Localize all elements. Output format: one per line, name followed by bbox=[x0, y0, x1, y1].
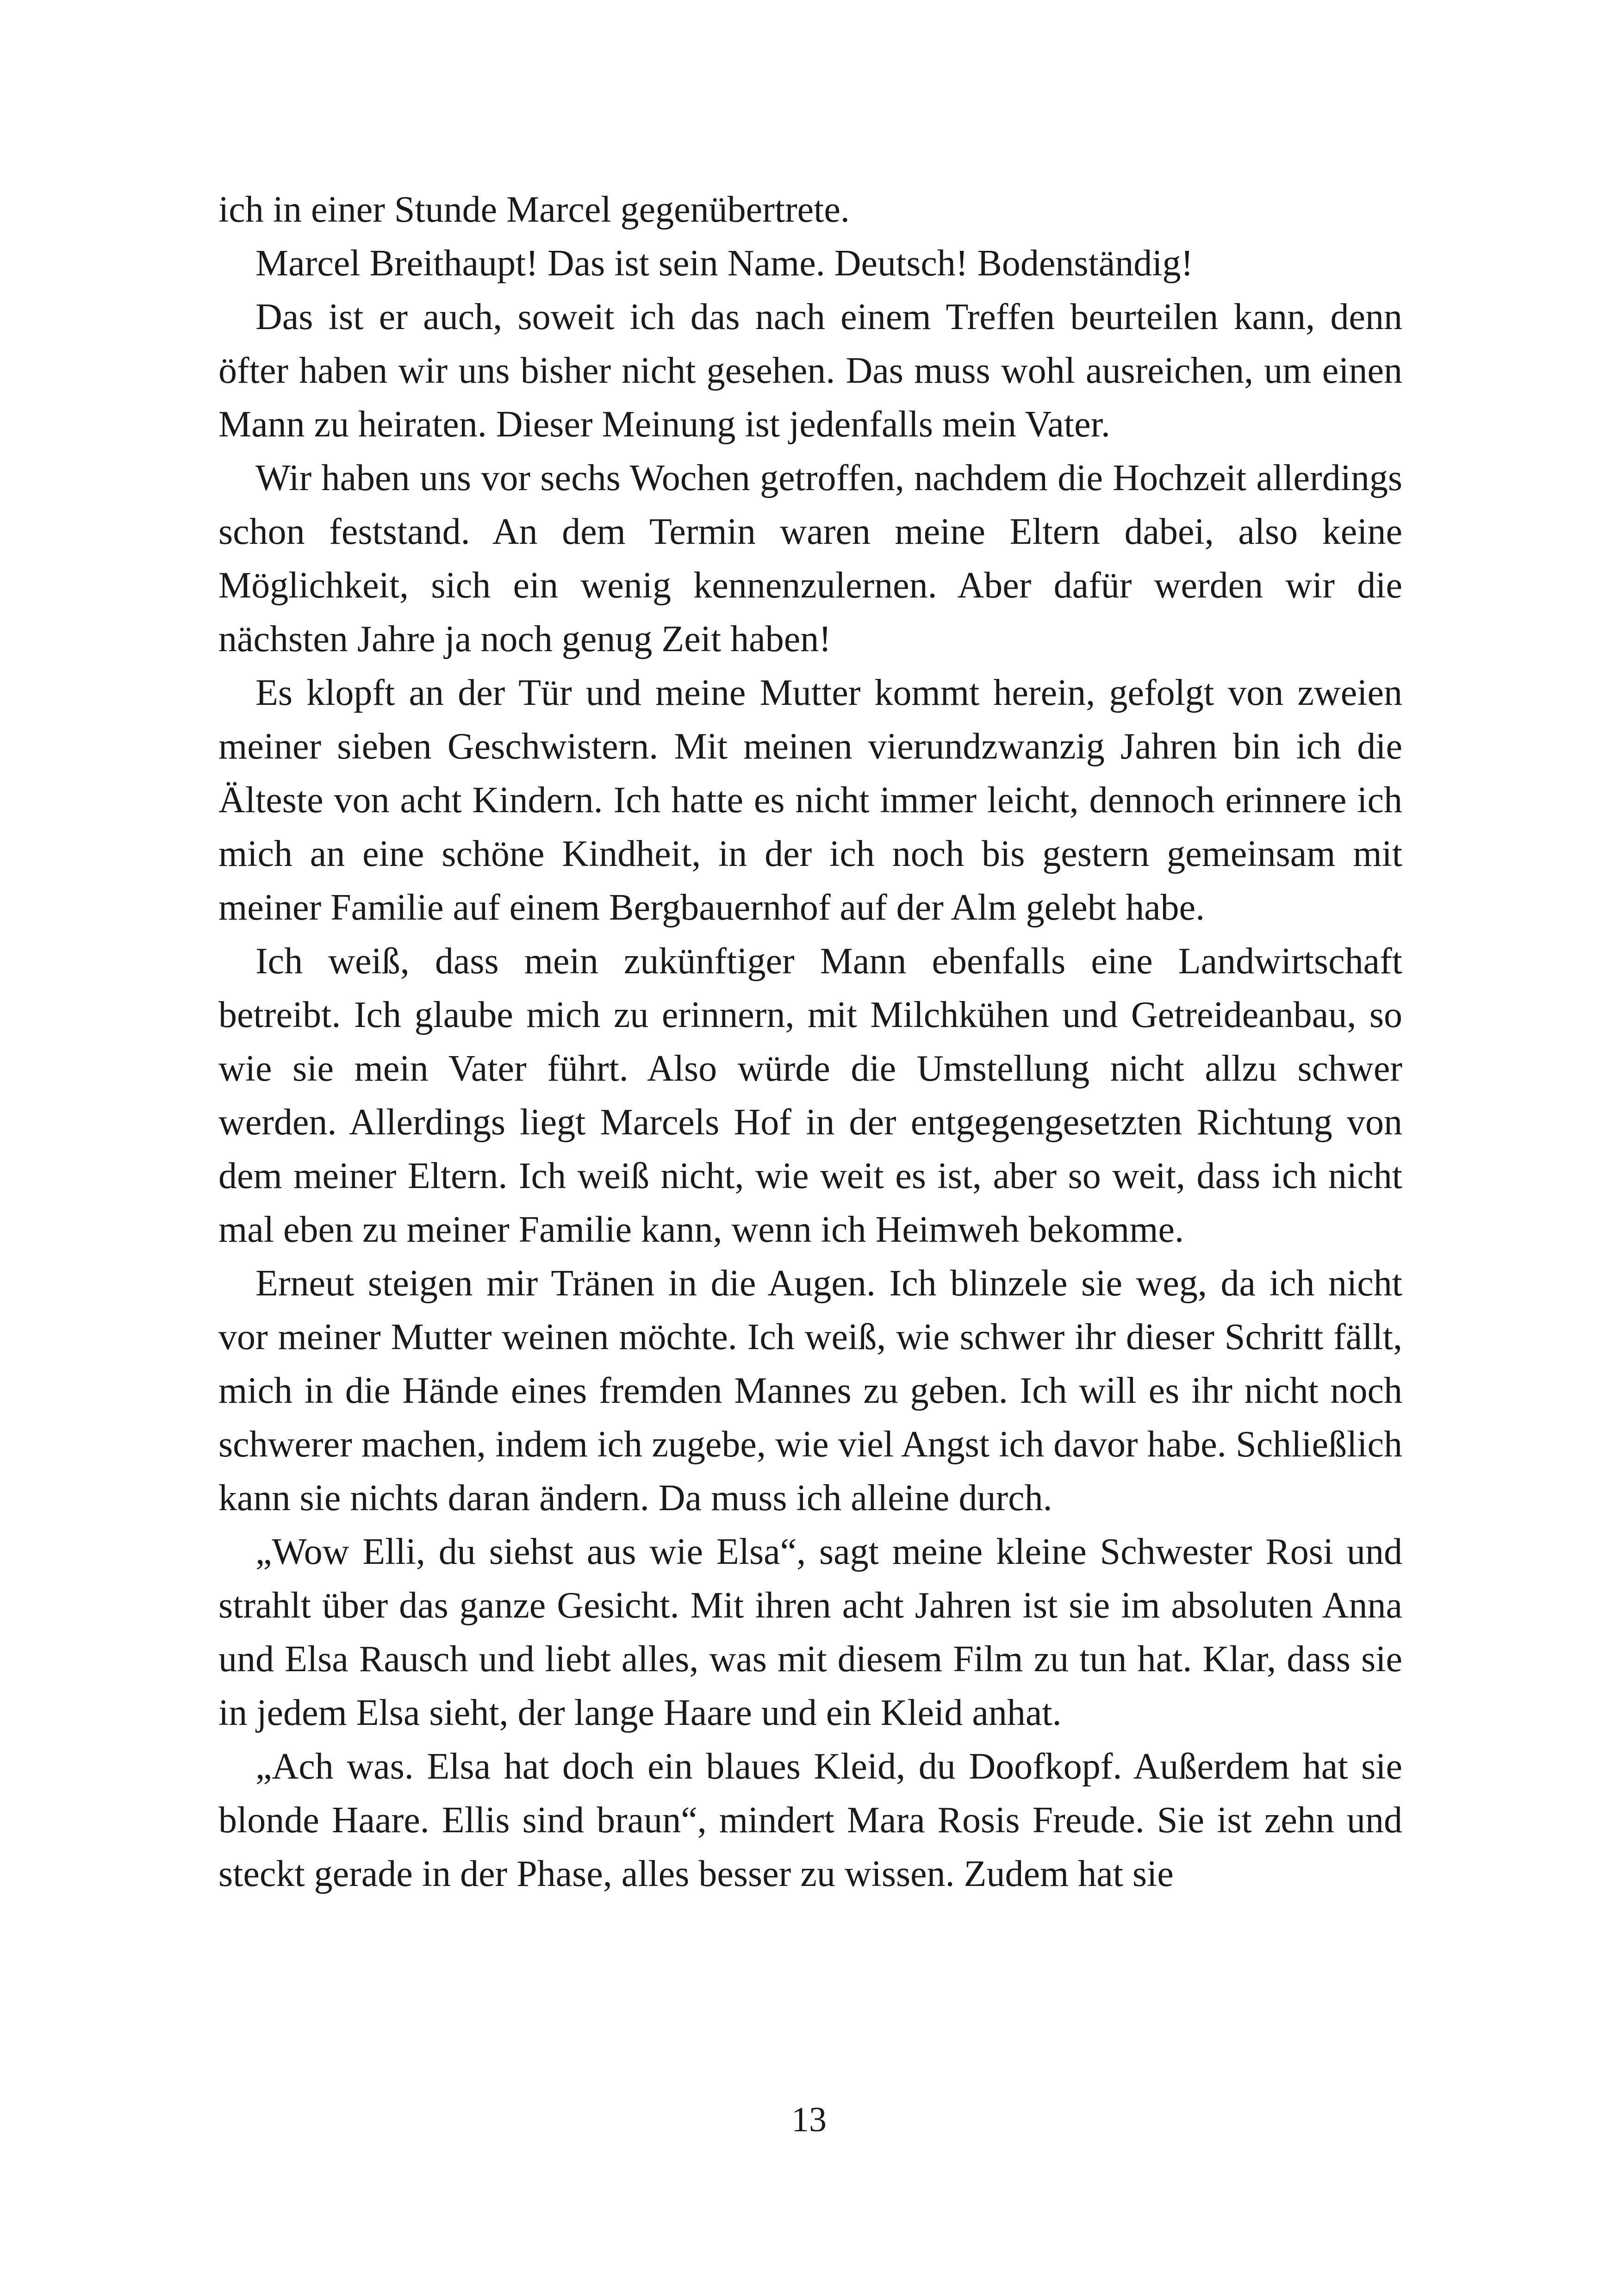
page-number: 13 bbox=[791, 2100, 827, 2139]
paragraph: Das ist er auch, soweit ich das nach einem Treffen beurteilen kann, denn öfter haben wir uns bisher nicht gesehen. Das muss wohl ausreichen, um einen Mann zu heiraten. Dieser Meinung ist jedenfalls mein Vater. bbox=[218, 297, 1402, 445]
paragraph: Ich weiß, dass mein zukünftiger Mann ebenfalls eine Landwirtschaft betreibt. Ich glaube mich zu erinnern, mit Milchkühen und Getreideanbau, so wie sie mein Vater führt. Also würde die Umstellung nicht allzu schwer werden. Allerdings liegt Marcels Hof in der entgegengesetzten Richtung von dem meiner Eltern. Ich weiß nicht, wie weit es ist, aber so weit, dass ich nicht mal eben zu meiner Familie kann, wenn ich Heimweh bekomme. bbox=[218, 941, 1402, 1250]
paragraph: ich in einer Stunde Marcel gegenübertrete. bbox=[218, 189, 850, 230]
paragraph: „Ach was. Elsa hat doch ein blaues Kleid, du Doofkopf. Außerdem hat sie blonde Haare. Ellis sind braun“, mindert Mara Rosis Freude. Sie ist zehn und steckt gerade in der Phase, alles besser zu wissen. Zudem hat sie bbox=[218, 1746, 1402, 1894]
paragraph: „Wow Elli, du siehst aus wie Elsa“, sagt meine kleine Schwester Rosi und strahlt über das ganze Gesicht. Mit ihren acht Jahren ist sie im absoluten Anna und Elsa Rausch und liebt alles, was mit diesem Film zu tun hat. Klar, dass sie in jedem Elsa sieht, der lange Haare und ein Kleid anhat. bbox=[218, 1531, 1402, 1733]
paragraph: Erneut steigen mir Tränen in die Augen. Ich blinzele sie weg, da ich nicht vor meiner Mutter weinen möchte. Ich weiß, wie schwer ihr dieser Schritt fällt, mich in die Hände eines fremden Mannes zu geben. Ich will es ihr nicht noch schwerer machen, indem ich zugebe, wie viel Angst ich davor habe. Schließlich kann sie nichts daran ändern. Da muss ich alleine durch. bbox=[218, 1263, 1402, 1518]
paragraph: Wir haben uns vor sechs Wochen getroffen, nachdem die Hochzeit allerdings schon feststand. An dem Termin waren meine Eltern dabei, also keine Möglichkeit, sich ein wenig kennenzulernen. Aber dafür werden wir die nächsten Jahre ja noch genug Zeit haben! bbox=[218, 458, 1402, 660]
body-text bbox=[218, 183, 1402, 1901]
paragraph: Marcel Breithaupt! Das ist sein Name. Deutsch! Bodenständig! bbox=[255, 243, 1194, 284]
paragraph: Es klopft an der Tür und meine Mutter kommt herein, gefolgt von zweien meiner sieben Geschwistern. Mit meinen vierundzwanzig Jahren bin ich die Älteste von acht Kindern. Ich hatte es nicht immer leicht, dennoch erinnere ich mich an eine schöne Kindheit, in der ich noch bis gestern gemeinsam mit meiner Familie auf einem Bergbauernhof auf der Alm gelebt habe. bbox=[218, 672, 1402, 928]
